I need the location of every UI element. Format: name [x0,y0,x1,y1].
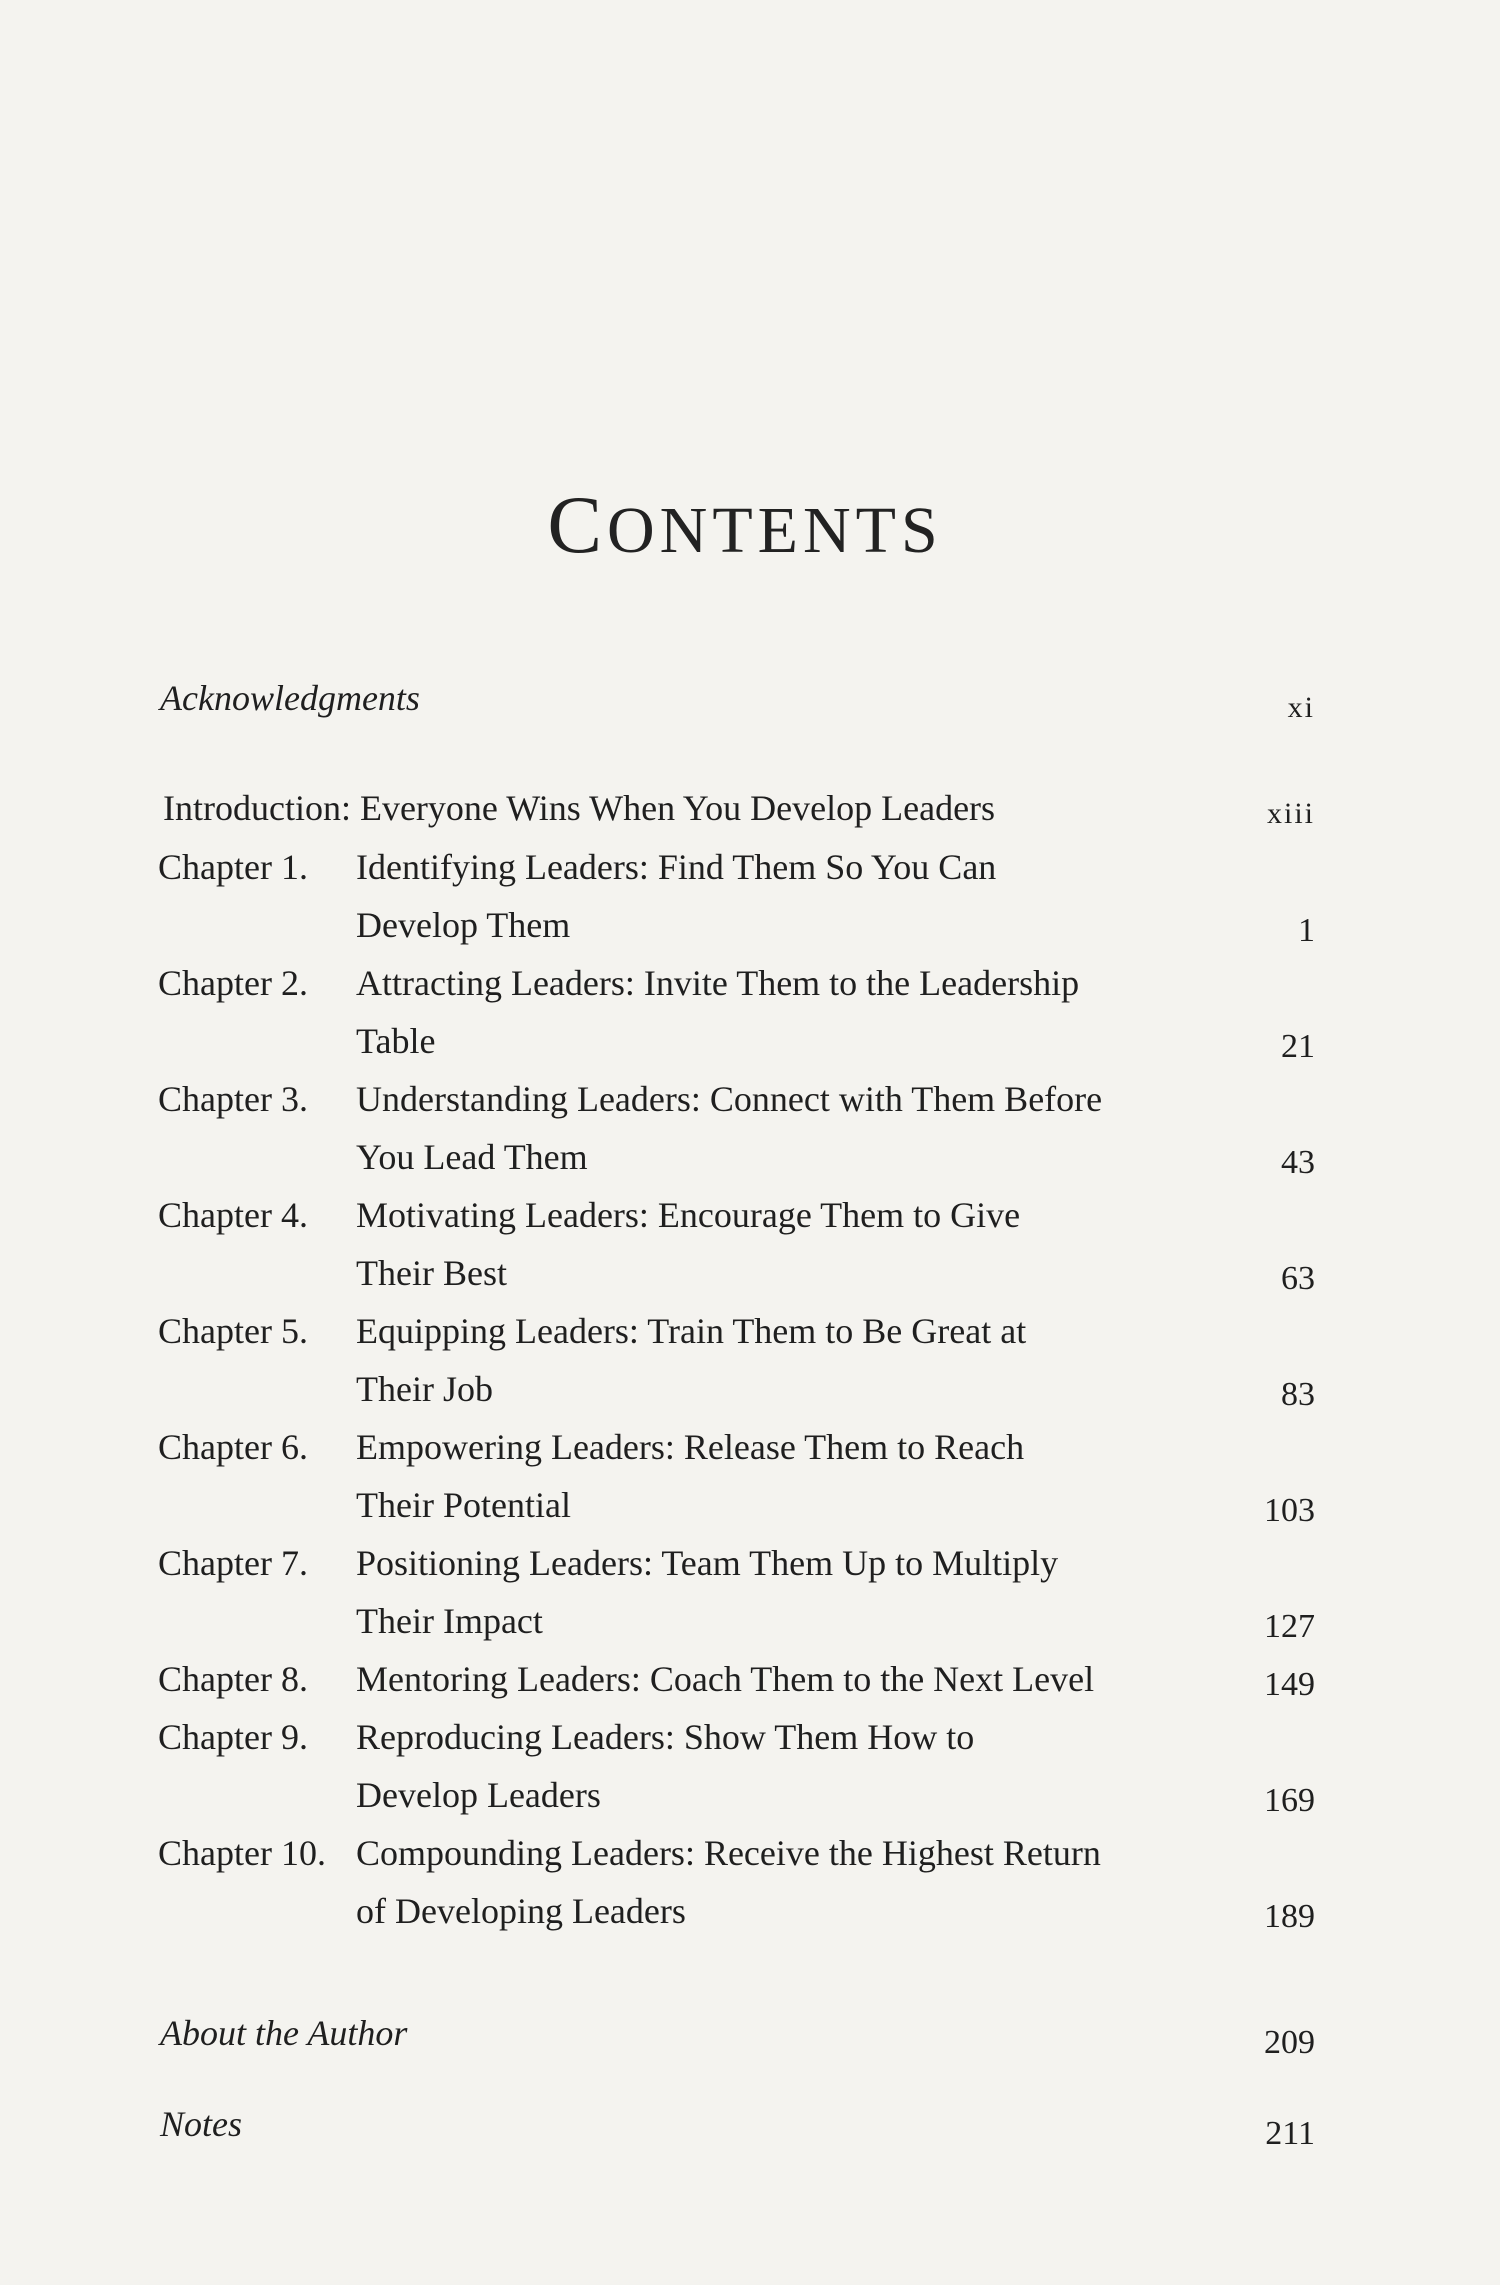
toc-entry-chapter [158,1534,1315,1650]
toc-entry-page: 211 [1265,2115,1315,2152]
chapter-title-line-1: Understanding Leaders: Connect with Them Before [356,1079,1103,1119]
toc-entry-page: 169 [1264,1782,1315,1819]
chapter-title-line-2: Their Job [356,1369,493,1409]
chapter-number: Chapter 3. [158,1079,308,1119]
toc-entry-page: 149 [1264,1666,1315,1703]
toc-entry-page: 1 [1298,912,1315,949]
chapter-title-line-2: Their Impact [356,1601,543,1641]
chapter-title-line-1: Compounding Leaders: Receive the Highest Return [356,1833,1101,1873]
toc-entry-page: 63 [1281,1260,1315,1297]
toc-entry-chapter [158,1824,1315,1940]
chapter-title-line-2: Their Best [356,1253,507,1293]
chapter-title-line-1: Mentoring Leaders: Coach Them to the Next Level [356,1659,1095,1699]
chapter-title-line-1: Attracting Leaders: Invite Them to the Leadership [356,963,1080,1003]
toc-entry-page: 189 [1264,1898,1315,1935]
toc-entry-chapter [158,1186,1315,1302]
toc-entry-chapter [158,838,1315,954]
toc-entry-page: 21 [1281,1028,1315,1065]
chapter-title-line-2: Their Potential [356,1485,571,1525]
toc-entry-page: xi [1287,691,1315,724]
chapter-number: Chapter 6. [158,1427,308,1467]
toc-entry-page: 103 [1264,1492,1315,1529]
toc-entry-chapter [158,1708,1315,1824]
toc-entry-chapter [158,1070,1315,1186]
chapter-title-line-2: Table [356,1021,436,1061]
toc-entry-chapter [158,1650,1315,1708]
chapter-title-line-1: Empowering Leaders: Release Them to Reach [356,1427,1025,1467]
chapter-title-line-1: Reproducing Leaders: Show Them How to [356,1717,975,1757]
chapter-list [158,838,1315,1940]
chapter-title-line-1: Equipping Leaders: Train Them to Be Great at [356,1311,1027,1351]
chapter-title-line-1: Motivating Leaders: Encourage Them to Give [356,1195,1021,1235]
chapter-number: Chapter 2. [158,963,308,1003]
chapter-number: Chapter 9. [158,1717,308,1757]
chapter-title-line-2: of Developing Leaders [356,1891,686,1931]
toc-entry-label: Introduction: Everyone Wins When You Develop Leaders [163,788,996,828]
toc-entry-page: 127 [1264,1608,1315,1645]
toc-entry-label: Notes [160,2104,243,2144]
toc-entry-page: 83 [1281,1376,1315,1413]
chapter-title-line-2: Develop Them [356,905,571,945]
chapter-title-line-2: You Lead Them [356,1137,588,1177]
toc-entry-chapter [158,1418,1315,1534]
toc-entry-page: 209 [1264,2024,1315,2061]
chapter-title-line-1: Identifying Leaders: Find Them So You Can [356,847,997,887]
page-title: CONTENTS [547,479,943,571]
toc-entry-page: xiii [1266,797,1315,830]
toc-entry-label: Acknowledgments [160,678,420,718]
chapter-title-line-1: Positioning Leaders: Team Them Up to Multiply [356,1543,1059,1583]
toc-entry-label: About the Author [160,2013,408,2053]
chapter-number: Chapter 1. [158,847,308,887]
chapter-number: Chapter 5. [158,1311,308,1351]
toc-entry-chapter [158,1302,1315,1418]
chapter-number: Chapter 8. [158,1659,308,1699]
toc-entry-chapter [158,954,1315,1070]
toc-entry-page: 43 [1281,1144,1315,1181]
chapter-number: Chapter 7. [158,1543,308,1583]
chapter-number: Chapter 10. [158,1833,326,1873]
toc-entry-introduction [163,780,1315,836]
chapter-number: Chapter 4. [158,1195,308,1235]
chapter-title-line-2: Develop Leaders [356,1775,601,1815]
